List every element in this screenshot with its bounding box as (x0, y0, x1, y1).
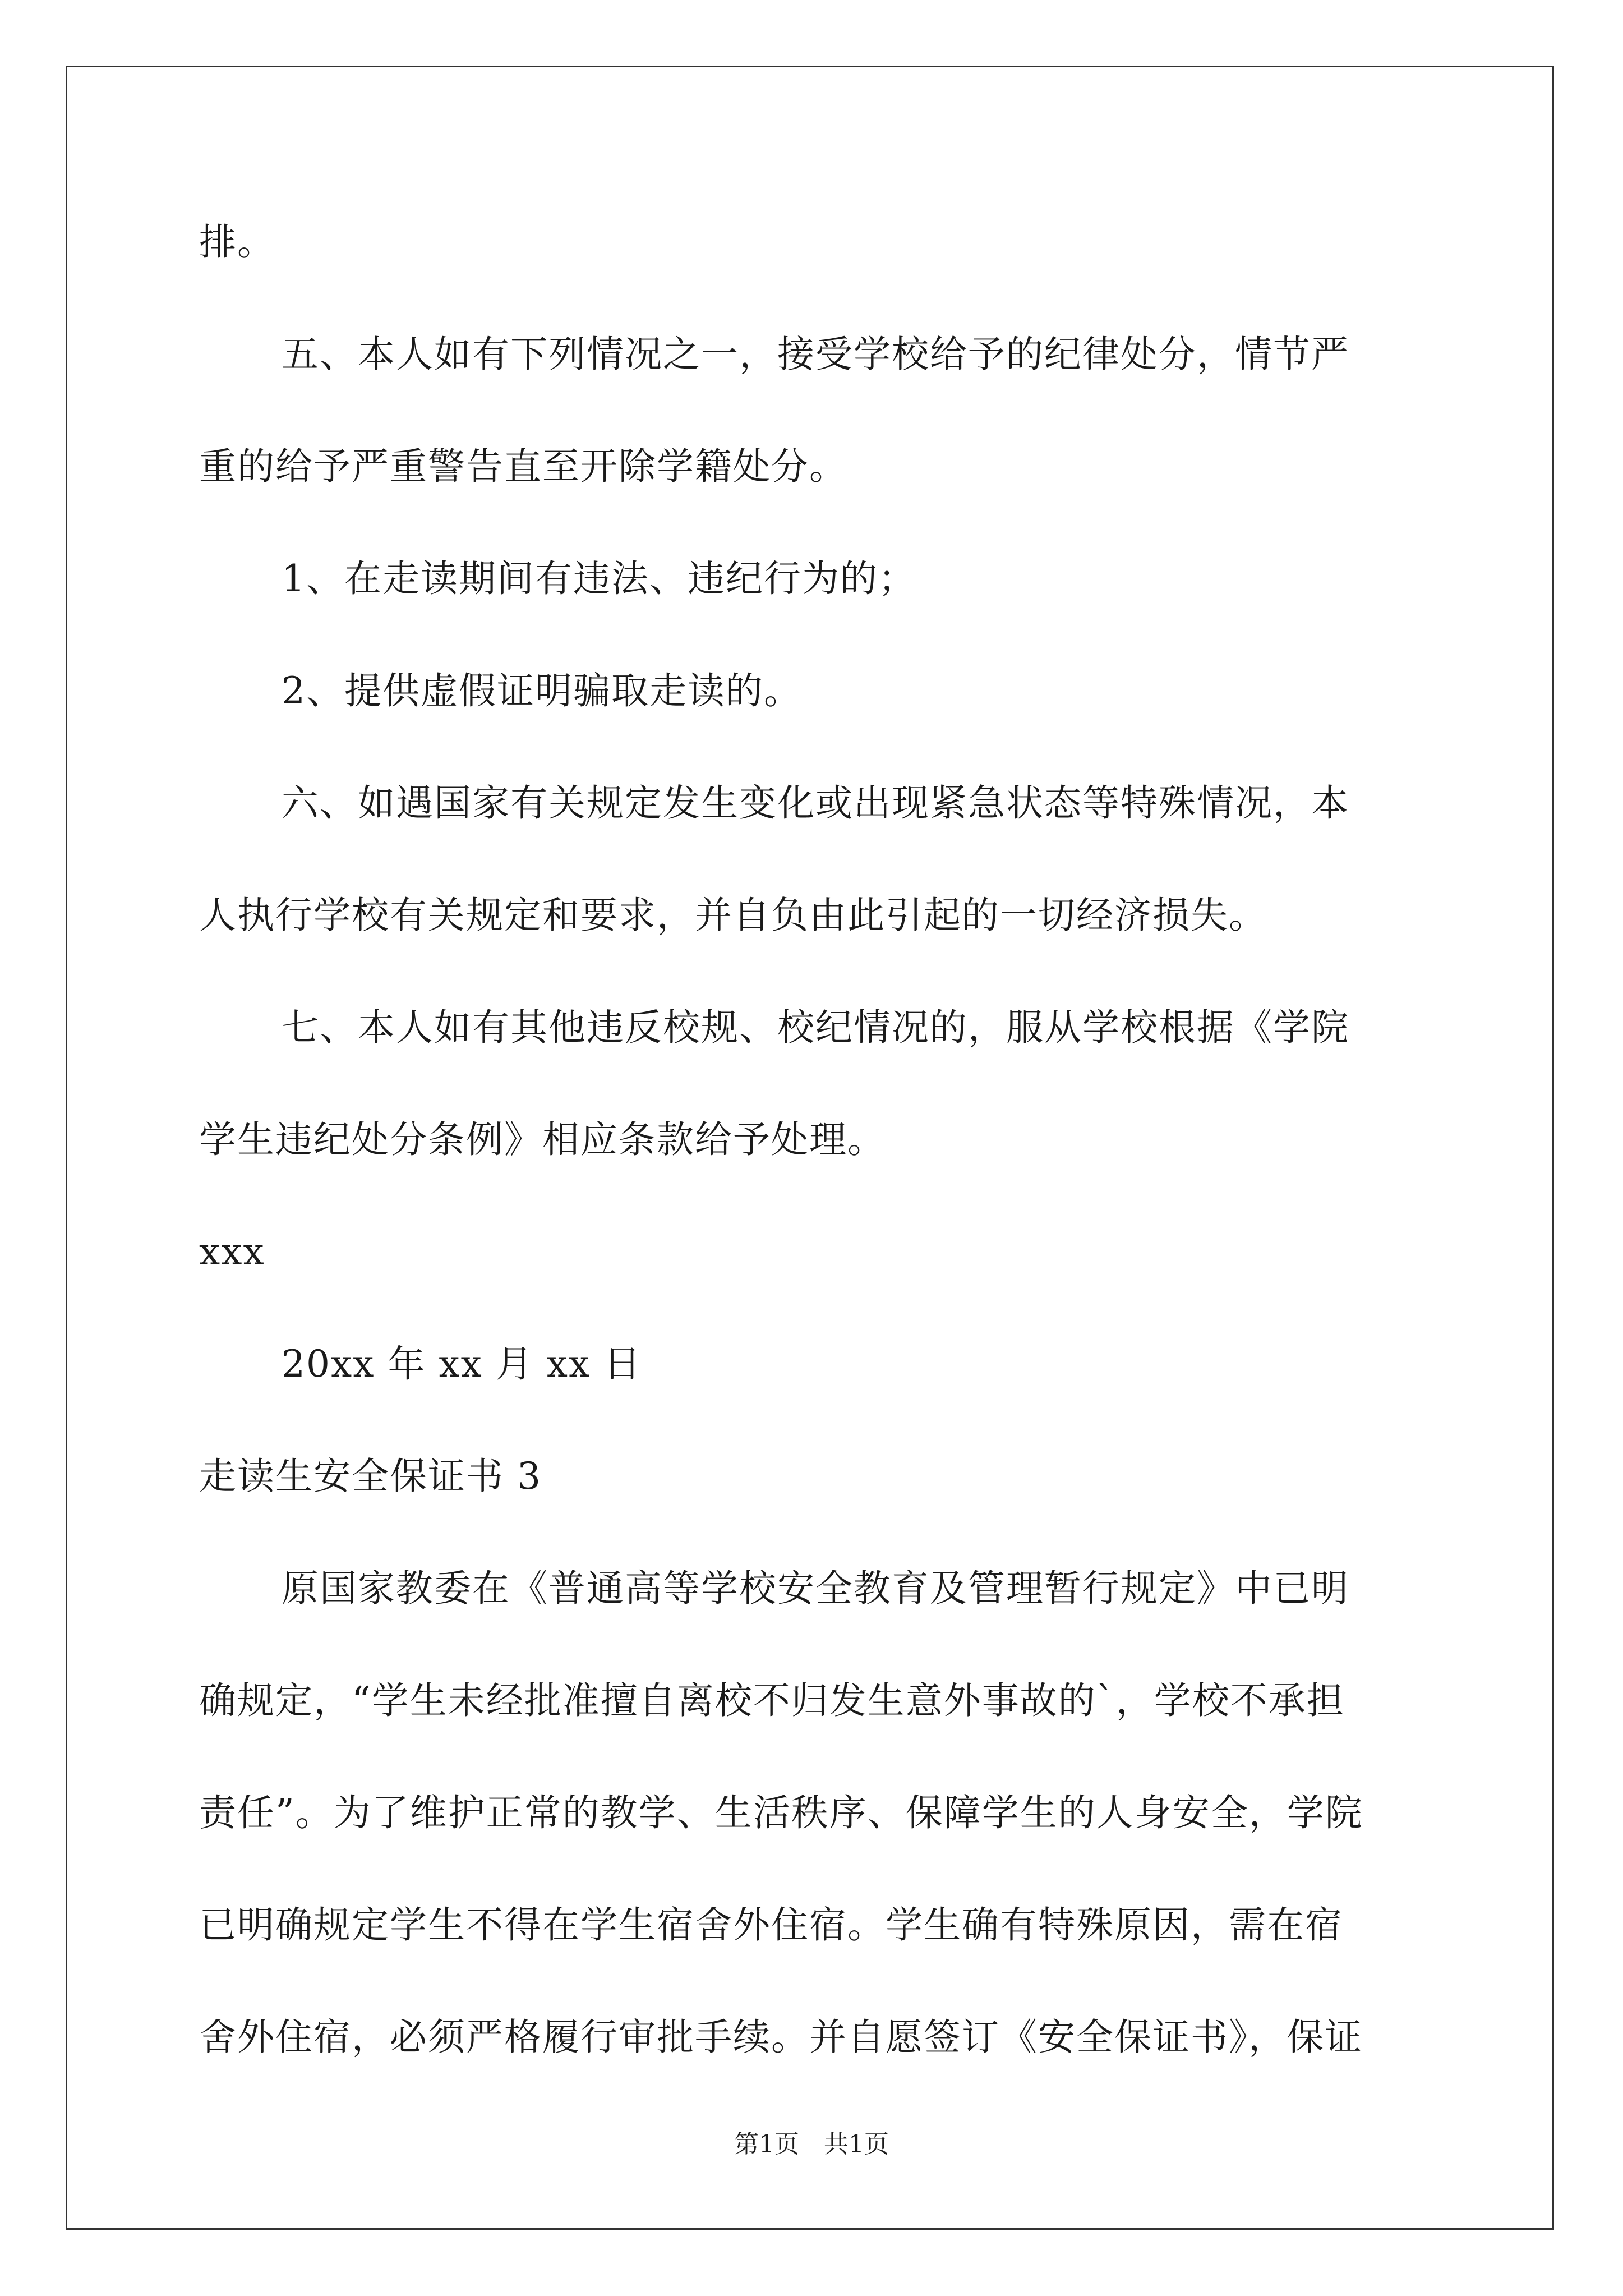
page-number-total: 共1页 (824, 2130, 889, 2159)
signature-date: 20xx 年 xx 月 xx 日 (282, 1342, 642, 1386)
paragraph-line: 七、本人如有其他违反校规、校纪情况的，服从学校根据《学院 (282, 1006, 1349, 1049)
text-line: 舍外住宿，必须严格履行审批手续。并自愿签订《安全保证书》，保证 (199, 2016, 1363, 2059)
text-line: 责任”。为了维护正常的教学、生活秩序、保障学生的人身安全，学院 (199, 1791, 1363, 1834)
signature-name: xxx (199, 1230, 265, 1273)
list-item: 1、在走读期间有违法、违纪行为的； (282, 557, 916, 600)
paragraph-line: 五、本人如有下列情况之一，接受学校给予的纪律处分，情节严 (282, 333, 1349, 376)
text-line: 已明确规定学生不得在学生宿舍外住宿。学生确有特殊原因，需在宿 (199, 1903, 1343, 1947)
paragraph-line: 六、如遇国家有关规定发生变化或出现紧急状态等特殊情况，本 (282, 781, 1349, 825)
text-line: 排。 (199, 220, 275, 264)
text-line: 确规定，“学生未经批准擅自离校不归发生意外事故的`，学校不承担 (199, 1679, 1345, 1722)
page-footer (0, 2131, 1623, 2159)
text-line: 重的给予严重警告直至开除学籍处分。 (199, 445, 847, 488)
page-number-current: 第1页 (734, 2130, 799, 2159)
section-title: 走读生安全保证书 3 (199, 1455, 542, 1498)
text-line: 人执行学校有关规定和要求，并自负由此引起的一切经济损失。 (199, 894, 1267, 937)
paragraph-line: 原国家教委在《普通高等学校安全教育及管理暂行规定》中已明 (282, 1567, 1349, 1610)
text-line: 学生违纪处分条例》相应条款给予处理。 (199, 1118, 886, 1161)
list-item: 2、提供虚假证明骗取走读的。 (282, 669, 802, 712)
